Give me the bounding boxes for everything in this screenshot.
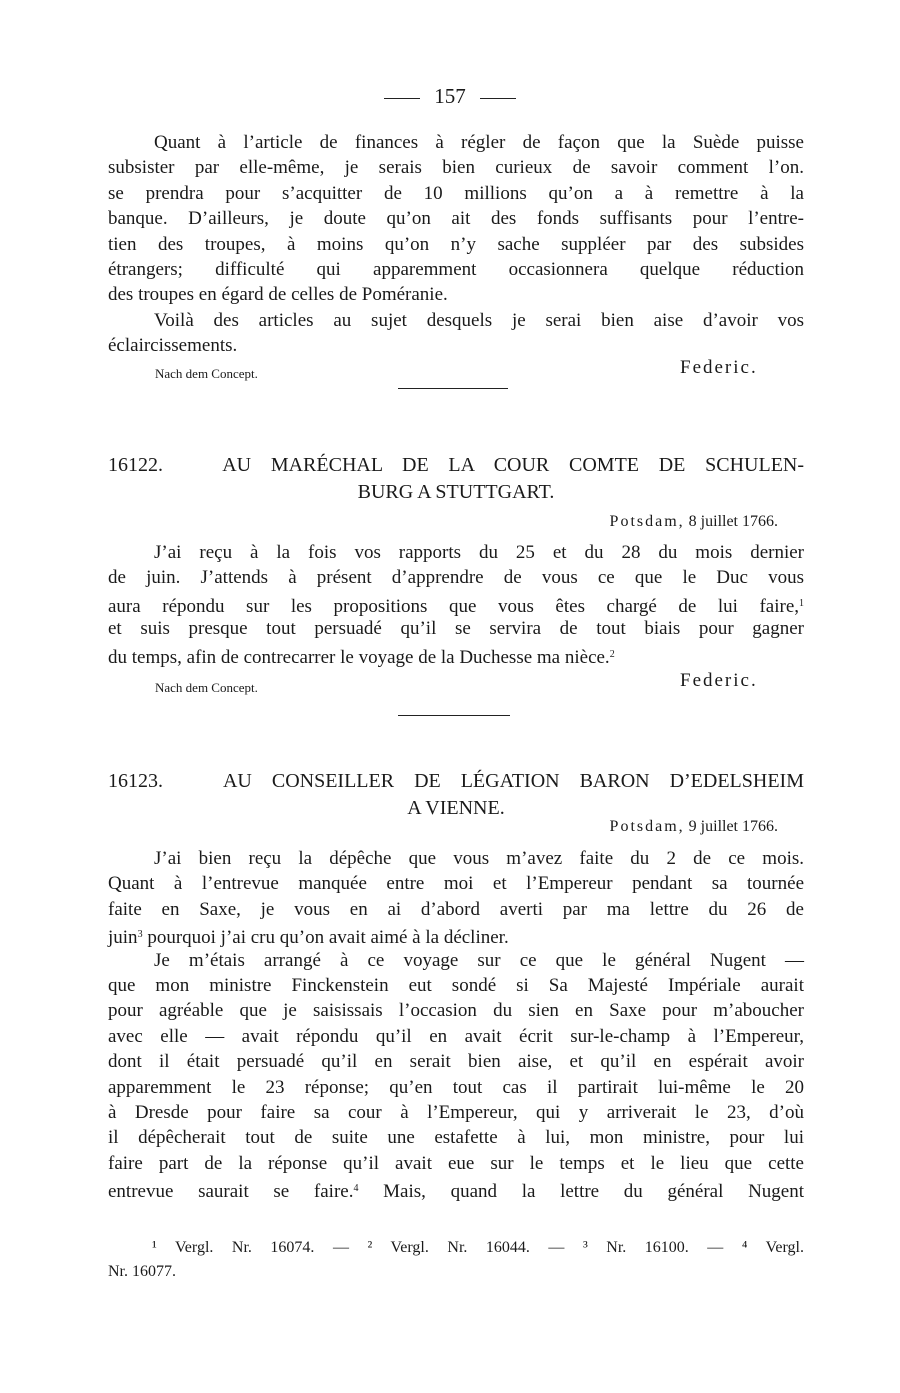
letter-body-16122 xyxy=(108,540,804,667)
footnotes xyxy=(108,1236,804,1284)
text-line: à Dresde pour faire sa cour à l’Empereur, qui y arriverait le 23, d’où xyxy=(108,1101,804,1123)
text-line: Je m’étais arrangé à ce voyage sur ce que le général Nugent — xyxy=(154,949,804,971)
letter-body-16123 xyxy=(108,846,804,1201)
text-line: étrangers; difficulté qui apparemment occasionnera quelque réduction xyxy=(108,258,804,280)
text-line: du temps, afin de contrecarrer le voyage de la Duchesse ma nièce.$^2$ xyxy=(108,646,615,668)
dateline xyxy=(610,513,778,531)
dateline xyxy=(610,818,778,836)
heading-line: A VIENNE. xyxy=(407,797,505,819)
text-line: Voilà des articles au sujet desquels je serai bien aise d’avoir vos xyxy=(154,309,804,331)
text-line: entrevue saurait se faire.$^4$ Mais, quand la lettre du général Nugent xyxy=(108,1181,804,1203)
heading-line xyxy=(108,452,804,479)
signature: Federic. xyxy=(680,670,758,691)
letter-number: 16122. xyxy=(108,454,163,476)
text-line: éclaircissements. xyxy=(108,335,238,357)
date: 8 juillet 1766. xyxy=(688,513,778,530)
source-note: Nach dem Concept. xyxy=(155,680,258,695)
text-line: Quant à l’article de finances à régler de façon que la Suède puisse xyxy=(154,132,804,153)
text-line: il dépêcherait tout de suite une estafette à lui, mon ministre, pour lui xyxy=(108,1127,804,1149)
text-line: tien des troupes, à moins qu’on n’y sache suppléer par des subsides xyxy=(108,233,804,255)
text-line: Quant à l’entrevue manquée entre moi et l’Empereur pendant sa tournée xyxy=(108,873,804,895)
heading-line: BURG A STUTTGART. xyxy=(357,481,555,503)
text-line: de juin. J’attends à présent d’apprendre de vous ce que le Duc vous xyxy=(108,567,804,589)
text-line: J’ai reçu à la fois vos rapports du 25 et du 28 du mois dernier xyxy=(154,542,804,563)
text-line: banque. D’ailleurs, je doute qu’on ait des fonds suffisants pour l’entre- xyxy=(108,208,804,230)
heading-title: AU MARÉCHAL DE LA COUR COMTE DE SCHULEN- xyxy=(222,454,805,476)
text-line: que mon ministre Finckenstein eut sondé si Sa Majesté Impériale aurait xyxy=(108,974,804,996)
page-header xyxy=(0,84,900,109)
footnote-marker: 3 xyxy=(137,929,143,941)
header-dash-right xyxy=(480,98,516,99)
text-line: juin$^3$ pourquoi j’ai cru qu’on avait aimé à la décliner. xyxy=(108,927,509,949)
text-line: avec elle — avait répondu qu’il en avait écrit sur-le-champ à l’Empereur, xyxy=(108,1025,804,1047)
text-line: aura répondu sur les propositions que vous êtes chargé de lui faire,$^1$ xyxy=(108,595,804,617)
heading-title: AU CONSEILLER DE LÉGATION BARON D’EDELSHEIM xyxy=(222,770,804,792)
text-line: et suis presque tout persuadé qu’il se servira de tout biais pour gagner xyxy=(108,618,804,640)
text-line: faite en Saxe, je vous en ai d’abord averti par ma lettre du 26 de xyxy=(108,898,804,920)
date-place: Potsdam, xyxy=(609,513,685,530)
source-note: Nach dem Concept. xyxy=(155,366,258,381)
text-line: apparemment le 23 réponse; qu’en tout cas il partirait lui-même le 20 xyxy=(108,1076,804,1098)
letter-heading-16122 xyxy=(108,452,804,506)
date: 9 juillet 1766. xyxy=(688,818,778,835)
header-dash-left xyxy=(384,98,420,99)
heading-line xyxy=(108,768,804,795)
text-line: subsister par elle-même, je serais bien curieux de savoir comment l’on. xyxy=(108,157,804,179)
text-line: pour agréable que je saisissais l’occasion du sien en Saxe pour m’aboucher xyxy=(108,1000,804,1022)
footnote-marker: 4 xyxy=(353,1183,359,1195)
footnote-line: ¹ Vergl. Nr. 16074. — ² Vergl. Nr. 16044. — ³ Nr. 16100. — ⁴ Vergl. xyxy=(152,1239,804,1256)
date-place: Potsdam, xyxy=(609,818,685,835)
continuation-paragraph xyxy=(108,130,804,359)
letter-number: 16123. xyxy=(108,770,163,792)
text-line: se prendra pour s’acquitter de 10 millions qu’on a à remettre à la xyxy=(108,182,804,204)
footnote-line: Nr. 16077. xyxy=(108,1263,176,1280)
text-line: J’ai bien reçu la dépêche que vous m’avez faite du 2 de ce mois. xyxy=(154,848,804,869)
section-divider xyxy=(398,715,510,716)
page-number: 157 xyxy=(434,84,466,108)
text-line: des troupes en égard de celles de Poméranie. xyxy=(108,284,448,306)
text-line: faire part de la réponse qu’il avait eue sur le temps et le lieu que cette xyxy=(108,1152,804,1174)
letter-heading-16123 xyxy=(108,768,804,822)
text-line: dont il était persuadé qu’il en serait bien aise, et qu’il en espérait avoir xyxy=(108,1051,804,1073)
section-divider xyxy=(398,388,508,389)
footnote-marker: 2 xyxy=(609,648,615,660)
signature: Federic. xyxy=(680,357,758,378)
footnote-marker: 1 xyxy=(799,597,804,609)
